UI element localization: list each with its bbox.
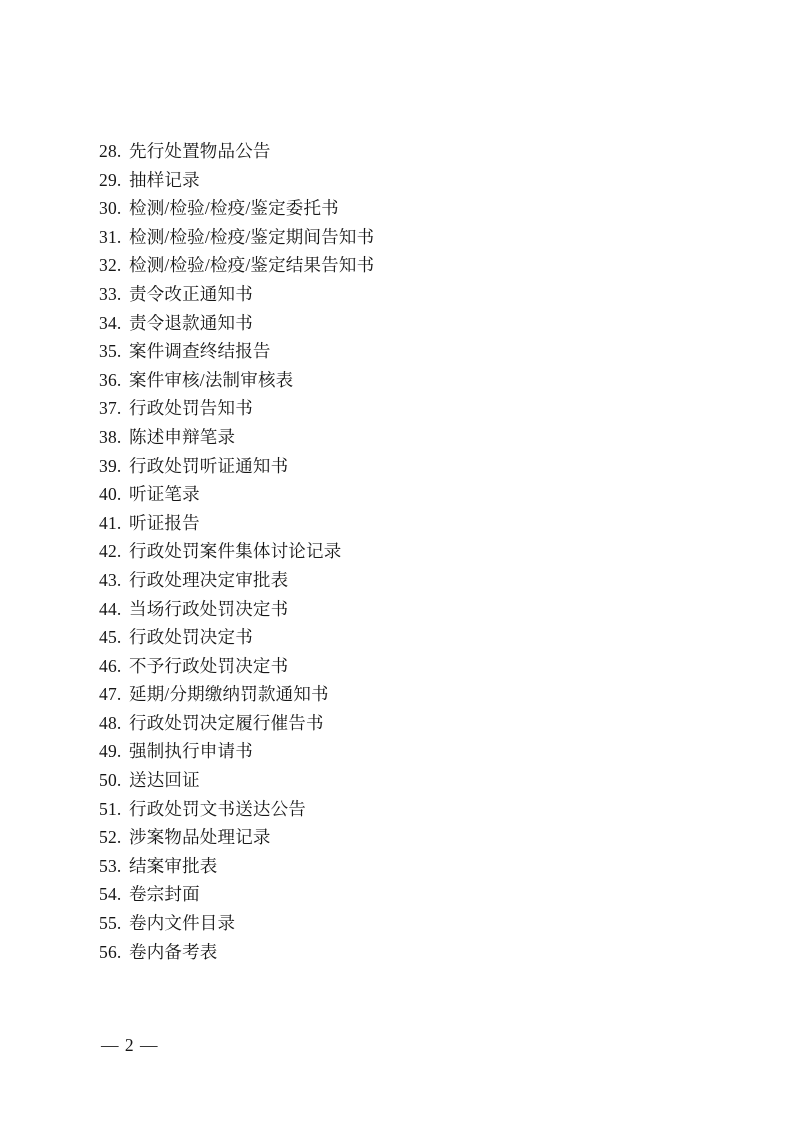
list-item-number: 41. bbox=[99, 512, 122, 533]
page-number: — 2 — bbox=[101, 1035, 159, 1055]
list-item bbox=[99, 137, 699, 166]
list-item bbox=[99, 251, 699, 280]
list-item-label: 责令退款通知书 bbox=[129, 312, 253, 333]
list-item bbox=[99, 566, 699, 595]
list-item-label: 卷内文件目录 bbox=[129, 913, 236, 934]
numbered-document-list bbox=[99, 137, 699, 966]
list-item bbox=[99, 423, 699, 452]
list-item-label: 行政处罚案件集体讨论记录 bbox=[129, 541, 342, 562]
list-item-label: 检测/检验/检疫/鉴定委托书 bbox=[129, 198, 339, 219]
list-item bbox=[99, 194, 699, 223]
list-item-number: 50. bbox=[99, 770, 122, 791]
list-item bbox=[99, 280, 699, 309]
list-item-number: 37. bbox=[99, 398, 122, 419]
list-item-number: 43. bbox=[99, 569, 122, 590]
list-item bbox=[99, 680, 699, 709]
list-item-label: 延期/分期缴纳罚款通知书 bbox=[129, 684, 329, 705]
list-item-label: 案件审核/法制审核表 bbox=[129, 369, 294, 390]
list-item bbox=[99, 623, 699, 652]
list-item-label: 行政处罚文书送达公告 bbox=[129, 798, 306, 819]
list-item bbox=[99, 366, 699, 395]
list-item-number: 39. bbox=[99, 455, 122, 476]
list-item-label: 送达回证 bbox=[129, 770, 200, 791]
list-item-number: 56. bbox=[99, 941, 122, 962]
list-item-label: 行政处罚决定书 bbox=[129, 627, 253, 648]
list-item-number: 35. bbox=[99, 341, 122, 362]
list-item bbox=[99, 480, 699, 509]
document-body bbox=[99, 137, 699, 966]
list-item bbox=[99, 309, 699, 338]
list-item-label: 当场行政处罚决定书 bbox=[129, 598, 289, 619]
list-item bbox=[99, 652, 699, 681]
list-item bbox=[99, 909, 699, 938]
list-item-number: 49. bbox=[99, 741, 122, 762]
list-item-number: 54. bbox=[99, 884, 122, 905]
list-item-label: 抽样记录 bbox=[129, 169, 200, 190]
list-item bbox=[99, 223, 699, 252]
list-item bbox=[99, 795, 699, 824]
list-item-number: 42. bbox=[99, 541, 122, 562]
list-item bbox=[99, 823, 699, 852]
list-item-label: 听证报告 bbox=[129, 512, 200, 533]
list-item-label: 行政处罚告知书 bbox=[129, 398, 253, 419]
list-item-number: 44. bbox=[99, 598, 122, 619]
list-item-number: 51. bbox=[99, 798, 122, 819]
page-footer bbox=[99, 1035, 699, 1056]
list-item bbox=[99, 852, 699, 881]
list-item-number: 31. bbox=[99, 226, 122, 247]
list-item-number: 36. bbox=[99, 369, 122, 390]
list-item bbox=[99, 166, 699, 195]
list-item-label: 强制执行申请书 bbox=[129, 741, 253, 762]
list-item-label: 行政处罚听证通知书 bbox=[129, 455, 289, 476]
list-item-label: 行政处罚决定履行催告书 bbox=[129, 712, 324, 733]
list-item-number: 47. bbox=[99, 684, 122, 705]
list-item-label: 检测/检验/检疫/鉴定期间告知书 bbox=[129, 226, 375, 247]
list-item-number: 53. bbox=[99, 855, 122, 876]
list-item bbox=[99, 452, 699, 481]
list-item-number: 30. bbox=[99, 198, 122, 219]
list-item-number: 55. bbox=[99, 913, 122, 934]
list-item bbox=[99, 938, 699, 967]
list-item-number: 29. bbox=[99, 169, 122, 190]
list-item bbox=[99, 595, 699, 624]
list-item bbox=[99, 537, 699, 566]
list-item-number: 52. bbox=[99, 827, 122, 848]
list-item bbox=[99, 737, 699, 766]
list-item bbox=[99, 709, 699, 738]
list-item-label: 卷宗封面 bbox=[129, 884, 200, 905]
list-item-label: 涉案物品处理记录 bbox=[129, 827, 271, 848]
list-item-number: 40. bbox=[99, 484, 122, 505]
list-item-label: 检测/检验/检疫/鉴定结果告知书 bbox=[129, 255, 375, 276]
list-item bbox=[99, 880, 699, 909]
list-item-label: 听证笔录 bbox=[129, 484, 200, 505]
list-item-number: 38. bbox=[99, 426, 122, 447]
list-item bbox=[99, 766, 699, 795]
list-item-label: 行政处理决定审批表 bbox=[129, 569, 289, 590]
list-item-label: 责令改正通知书 bbox=[129, 283, 253, 304]
list-item bbox=[99, 394, 699, 423]
list-item-label: 卷内备考表 bbox=[129, 941, 218, 962]
list-item bbox=[99, 337, 699, 366]
list-item-number: 48. bbox=[99, 712, 122, 733]
list-item bbox=[99, 509, 699, 538]
list-item-number: 34. bbox=[99, 312, 122, 333]
list-item-number: 45. bbox=[99, 627, 122, 648]
list-item-label: 案件调查终结报告 bbox=[129, 341, 271, 362]
list-item-number: 46. bbox=[99, 655, 122, 676]
list-item-number: 33. bbox=[99, 283, 122, 304]
list-item-label: 不予行政处罚决定书 bbox=[129, 655, 289, 676]
list-item-label: 陈述申辩笔录 bbox=[129, 426, 236, 447]
list-item-number: 32. bbox=[99, 255, 122, 276]
list-item-label: 先行处置物品公告 bbox=[129, 141, 271, 161]
list-item-number: 28. bbox=[99, 141, 122, 161]
list-item-label: 结案审批表 bbox=[129, 855, 218, 876]
